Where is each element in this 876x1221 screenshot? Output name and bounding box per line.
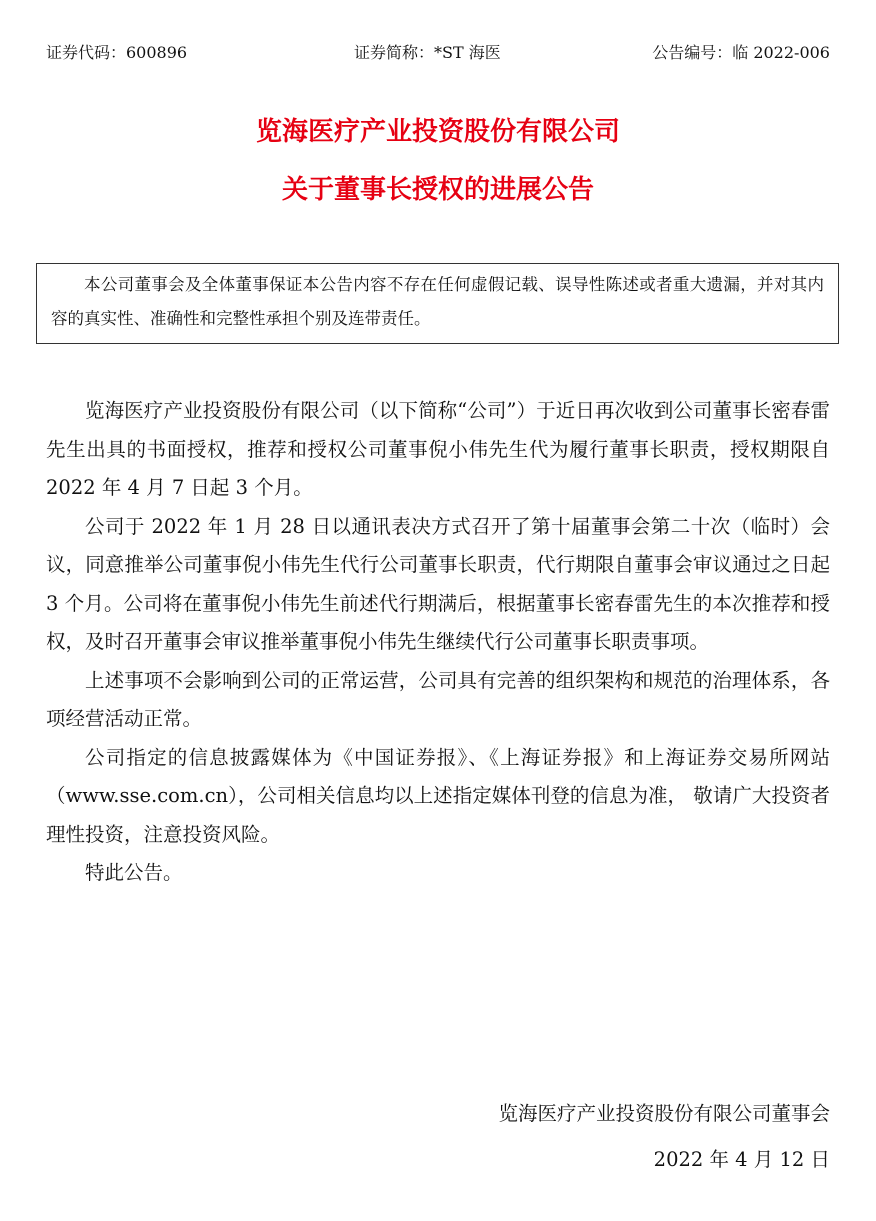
- document-header: [46, 40, 830, 66]
- notice-number: 公告编号：临 2022-006: [652, 43, 830, 62]
- document-title-company: 览海医疗产业投资股份有限公司: [255, 117, 620, 147]
- document-title-subject: 关于董事长授权的进展公告: [281, 175, 594, 205]
- stock-abbreviation: 证券简称：*ST 海医: [354, 43, 501, 62]
- paragraph-disclosure-media: 公司指定的信息披露媒体为《中国证券报》、《上海证券报》和上海证券交易所网站 （www.sse.com.cn），公司相关信息均以上述指定媒体刊登的信息为准， 敬请广大投资者理性投资，注意投资风险。: [46, 745, 830, 846]
- signature-company: 览海医疗产业投资股份有限公司董事会: [498, 1102, 830, 1125]
- paragraph-operations: 上述事项不会影响到公司的正常运营，公司具有完善的组织架构和规范的治理体系，各项经营活动正常。: [46, 668, 830, 730]
- paragraph-board-meeting: 公司于 2022 年 1 月 28 日以通讯表决方式召开了第十届董事会第二十次（临时）会议，同意推举公司董事倪小伟先生代行公司董事长职责，代行期限自董事会审议通过之日起 3 个月。公司将在董事倪小伟先生前述代行期满后，根据董事长密春雷先生的本次推荐和授权，及时召开董事会审议推举董事倪小伟先生继续代行公司董事长职责事项。: [46, 514, 830, 653]
- paragraph-authorization: 览海医疗产业投资股份有限公司（以下简称“公司”）于近日再次收到公司董事长密春雷先生出具的书面授权，推荐和授权公司董事倪小伟先生代为履行董事长职责，授权期限自 2022 年 4 月 7 日起 3 个月。: [46, 399, 830, 499]
- disclaimer-box: 本公司董事会及全体董事保证本公告内容不存在任何虚假记载、误导性陈述或者重大遗漏，并对其内容的真实性、准确性和完整性承担个别及连带责任。: [36, 263, 839, 344]
- announcement-body: [46, 392, 830, 893]
- paragraph-closing: 特此公告。: [85, 861, 183, 884]
- stock-code: 证券代码：600896: [46, 43, 188, 62]
- signature-date: 2022 年 4 月 12 日: [653, 1148, 830, 1171]
